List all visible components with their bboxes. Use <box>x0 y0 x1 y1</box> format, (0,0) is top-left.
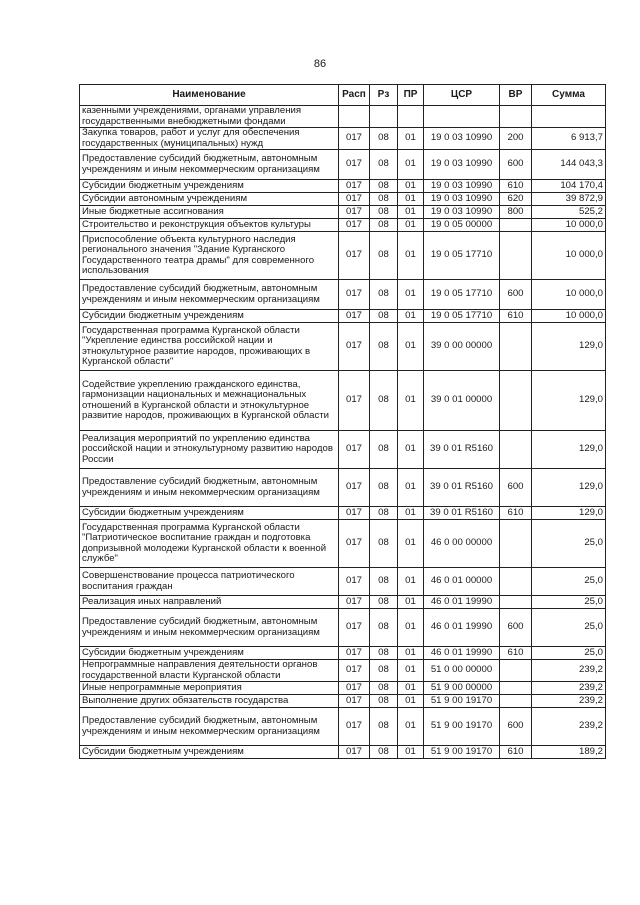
cell-csr: 46 0 01 19990 <box>424 647 500 660</box>
cell-vr <box>500 695 532 708</box>
cell-rasp: 017 <box>339 150 370 180</box>
cell-vr: 800 <box>500 206 532 219</box>
table-row <box>80 695 606 708</box>
cell-csr: 19 0 03 10990 <box>424 180 500 193</box>
cell-vr <box>500 219 532 232</box>
cell-rasp: 017 <box>339 708 370 746</box>
cell-rz: 08 <box>370 180 398 193</box>
cell-name: Предоставление субсидий бюджетным, автономным учреждениям и иным некоммерческим организациям <box>80 708 339 746</box>
cell-name: Субсидии бюджетным учреждениям <box>80 746 339 759</box>
cell-rz: 08 <box>370 596 398 609</box>
cell-csr: 19 0 05 17710 <box>424 280 500 310</box>
cell-pr: 01 <box>398 193 424 206</box>
cell-rasp: 017 <box>339 660 370 682</box>
cell-pr: 01 <box>398 128 424 150</box>
cell-csr: 39 0 01 R5160 <box>424 469 500 507</box>
table-row <box>80 128 606 150</box>
cell-vr: 610 <box>500 507 532 520</box>
cell-rasp: 017 <box>339 206 370 219</box>
cell-vr: 200 <box>500 128 532 150</box>
cell-pr: 01 <box>398 708 424 746</box>
cell-vr <box>500 106 532 128</box>
cell-vr: 610 <box>500 310 532 323</box>
cell-csr: 51 9 00 19170 <box>424 708 500 746</box>
cell-sum: 25,0 <box>532 647 606 660</box>
page-number: 86 <box>313 58 327 70</box>
cell-rasp: 017 <box>339 507 370 520</box>
cell-pr: 01 <box>398 469 424 507</box>
cell-pr: 01 <box>398 206 424 219</box>
cell-rasp: 017 <box>339 746 370 759</box>
cell-sum: 25,0 <box>532 520 606 568</box>
cell-vr: 610 <box>500 746 532 759</box>
table-body <box>80 106 606 759</box>
cell-rasp: 017 <box>339 469 370 507</box>
cell-sum: 10 000,0 <box>532 232 606 280</box>
header-vr: ВР <box>500 85 532 106</box>
cell-csr: 46 0 01 19990 <box>424 609 500 647</box>
table-row <box>80 647 606 660</box>
cell-rz: 08 <box>370 660 398 682</box>
header-pr: ПР <box>398 85 424 106</box>
cell-name: Предоставление субсидий бюджетным, автономным учреждениям и иным некоммерческим организациям <box>80 150 339 180</box>
cell-pr: 01 <box>398 371 424 431</box>
cell-pr: 01 <box>398 682 424 695</box>
cell-name: Предоставление субсидий бюджетным, автономным учреждениям и иным некоммерческим организациям <box>80 469 339 507</box>
table-row <box>80 180 606 193</box>
cell-pr: 01 <box>398 609 424 647</box>
cell-rz: 08 <box>370 695 398 708</box>
cell-vr <box>500 682 532 695</box>
cell-rz: 08 <box>370 280 398 310</box>
table-row <box>80 310 606 323</box>
cell-pr: 01 <box>398 431 424 469</box>
cell-rasp: 017 <box>339 219 370 232</box>
cell-rz: 08 <box>370 520 398 568</box>
cell-rz: 08 <box>370 431 398 469</box>
cell-rz: 08 <box>370 128 398 150</box>
table-row <box>80 193 606 206</box>
cell-pr: 01 <box>398 280 424 310</box>
cell-pr: 01 <box>398 647 424 660</box>
table-row <box>80 150 606 180</box>
cell-rasp: 017 <box>339 568 370 596</box>
header-name: Наименование <box>80 85 339 106</box>
cell-csr: 19 0 05 17710 <box>424 310 500 323</box>
table-row <box>80 323 606 371</box>
cell-rz: 08 <box>370 647 398 660</box>
cell-rasp: 017 <box>339 695 370 708</box>
cell-name: Предоставление субсидий бюджетным, автономным учреждениям и иным некоммерческим организациям <box>80 609 339 647</box>
cell-sum: 129,0 <box>532 469 606 507</box>
cell-rasp: 017 <box>339 596 370 609</box>
cell-rasp: 017 <box>339 682 370 695</box>
table-row <box>80 232 606 280</box>
cell-csr: 39 0 00 00000 <box>424 323 500 371</box>
header-rz: Рз <box>370 85 398 106</box>
cell-pr: 01 <box>398 150 424 180</box>
cell-name: Субсидии бюджетным учреждениям <box>80 310 339 323</box>
header-sum: Сумма <box>532 85 606 106</box>
cell-csr: 51 9 00 00000 <box>424 682 500 695</box>
cell-name: Иные непрограммные мероприятия <box>80 682 339 695</box>
cell-pr: 01 <box>398 520 424 568</box>
cell-csr: 51 9 00 19170 <box>424 746 500 759</box>
table-row <box>80 682 606 695</box>
cell-rz: 08 <box>370 682 398 695</box>
cell-sum: 129,0 <box>532 371 606 431</box>
table-row <box>80 371 606 431</box>
cell-csr: 46 0 01 19990 <box>424 596 500 609</box>
cell-sum: 129,0 <box>532 431 606 469</box>
table-row <box>80 206 606 219</box>
cell-pr: 01 <box>398 180 424 193</box>
cell-name: Иные бюджетные ассигнования <box>80 206 339 219</box>
cell-vr: 600 <box>500 708 532 746</box>
cell-name: Непрограммные направления деятельности органов государственной власти Курганской области <box>80 660 339 682</box>
cell-name: Приспособление объекта культурного наследия регионального значения "Здание Курганского Государственного театра драмы" для современного использования <box>80 232 339 280</box>
cell-rasp: 017 <box>339 323 370 371</box>
cell-csr: 46 0 00 00000 <box>424 520 500 568</box>
cell-csr: 19 0 05 00000 <box>424 219 500 232</box>
table-row <box>80 746 606 759</box>
cell-vr <box>500 323 532 371</box>
cell-csr: 19 0 03 10990 <box>424 193 500 206</box>
cell-name: Субсидии бюджетным учреждениям <box>80 507 339 520</box>
cell-rasp: 017 <box>339 520 370 568</box>
cell-sum: 239,2 <box>532 682 606 695</box>
cell-rasp: 017 <box>339 128 370 150</box>
cell-sum: 239,2 <box>532 708 606 746</box>
cell-name: Государственная программа Курганской области "Укрепление единства российской нации и этнокультурное развитие народов, проживающих в Курганской области" <box>80 323 339 371</box>
cell-vr: 610 <box>500 180 532 193</box>
cell-csr <box>424 106 500 128</box>
cell-sum: 10 000,0 <box>532 219 606 232</box>
cell-sum: 104 170,4 <box>532 180 606 193</box>
cell-vr <box>500 371 532 431</box>
cell-sum: 10 000,0 <box>532 280 606 310</box>
cell-rz: 08 <box>370 469 398 507</box>
cell-sum: 39 872,9 <box>532 193 606 206</box>
cell-rz: 08 <box>370 568 398 596</box>
cell-sum: 129,0 <box>532 323 606 371</box>
cell-pr: 01 <box>398 323 424 371</box>
cell-pr: 01 <box>398 695 424 708</box>
cell-csr: 51 9 00 19170 <box>424 695 500 708</box>
cell-vr: 600 <box>500 150 532 180</box>
cell-sum: 10 000,0 <box>532 310 606 323</box>
cell-sum: 25,0 <box>532 596 606 609</box>
table-row <box>80 280 606 310</box>
cell-csr: 19 0 03 10990 <box>424 150 500 180</box>
cell-csr: 39 0 01 R5160 <box>424 507 500 520</box>
table-row <box>80 520 606 568</box>
cell-name: Реализация мероприятий по укреплению единства российской нации и этнокультурному развитию народов России <box>80 431 339 469</box>
cell-name: Субсидии бюджетным учреждениям <box>80 647 339 660</box>
cell-rz: 08 <box>370 371 398 431</box>
cell-sum <box>532 106 606 128</box>
cell-name: казенными учреждениями, органами управления государственными внебюджетными фондами <box>80 106 339 128</box>
cell-pr: 01 <box>398 310 424 323</box>
cell-rasp: 017 <box>339 647 370 660</box>
cell-vr <box>500 431 532 469</box>
cell-vr: 610 <box>500 647 532 660</box>
cell-name: Предоставление субсидий бюджетным, автономным учреждениям и иным некоммерческим организациям <box>80 280 339 310</box>
cell-sum: 129,0 <box>532 507 606 520</box>
header-csr: ЦСР <box>424 85 500 106</box>
cell-rz: 08 <box>370 150 398 180</box>
cell-rasp: 017 <box>339 371 370 431</box>
cell-rz: 08 <box>370 206 398 219</box>
table-row <box>80 431 606 469</box>
cell-rasp <box>339 106 370 128</box>
cell-name: Реализация иных направлений <box>80 596 339 609</box>
cell-name: Строительство и реконструкция объектов культуры <box>80 219 339 232</box>
cell-rz <box>370 106 398 128</box>
table-row <box>80 660 606 682</box>
cell-name: Выполнение других обязательств государства <box>80 695 339 708</box>
table-row <box>80 507 606 520</box>
cell-csr: 46 0 01 00000 <box>424 568 500 596</box>
table-row <box>80 596 606 609</box>
cell-pr <box>398 106 424 128</box>
header-rasp: Расп <box>339 85 370 106</box>
cell-pr: 01 <box>398 232 424 280</box>
cell-pr: 01 <box>398 746 424 759</box>
cell-rasp: 017 <box>339 609 370 647</box>
cell-vr: 600 <box>500 469 532 507</box>
cell-rasp: 017 <box>339 180 370 193</box>
cell-csr: 39 0 01 00000 <box>424 371 500 431</box>
cell-rz: 08 <box>370 507 398 520</box>
table-row <box>80 609 606 647</box>
cell-pr: 01 <box>398 219 424 232</box>
cell-name: Совершенствование процесса патриотического воспитания граждан <box>80 568 339 596</box>
table-row <box>80 469 606 507</box>
table-row <box>80 219 606 232</box>
table-row <box>80 568 606 596</box>
cell-name: Субсидии бюджетным учреждениям <box>80 180 339 193</box>
cell-vr <box>500 660 532 682</box>
cell-rasp: 017 <box>339 232 370 280</box>
cell-vr <box>500 232 532 280</box>
cell-rz: 08 <box>370 193 398 206</box>
cell-sum: 25,0 <box>532 568 606 596</box>
cell-vr: 620 <box>500 193 532 206</box>
cell-rz: 08 <box>370 323 398 371</box>
cell-name: Содействие укреплению гражданского единства, гармонизации национальных и межнациональных отношений в Курганской области и этнокультурное развитие народов, проживающих в Курганской области <box>80 371 339 431</box>
table-row <box>80 708 606 746</box>
cell-rasp: 017 <box>339 431 370 469</box>
cell-name: Государственная программа Курганской области "Патриотическое воспитание граждан и подготовка допризывной молодежи Курганской области к военной службе" <box>80 520 339 568</box>
cell-rz: 08 <box>370 232 398 280</box>
cell-vr <box>500 520 532 568</box>
cell-csr: 51 0 00 00000 <box>424 660 500 682</box>
cell-rz: 08 <box>370 609 398 647</box>
cell-pr: 01 <box>398 596 424 609</box>
budget-table <box>79 84 606 759</box>
cell-rasp: 017 <box>339 310 370 323</box>
cell-sum: 25,0 <box>532 609 606 647</box>
table-header-row <box>80 85 606 106</box>
cell-pr: 01 <box>398 507 424 520</box>
cell-pr: 01 <box>398 568 424 596</box>
cell-csr: 19 0 05 17710 <box>424 232 500 280</box>
cell-csr: 19 0 03 10990 <box>424 128 500 150</box>
cell-sum: 239,2 <box>532 695 606 708</box>
cell-pr: 01 <box>398 660 424 682</box>
cell-name: Субсидии автономным учреждениям <box>80 193 339 206</box>
cell-sum: 6 913,7 <box>532 128 606 150</box>
cell-vr <box>500 568 532 596</box>
cell-rasp: 017 <box>339 280 370 310</box>
cell-sum: 144 043,3 <box>532 150 606 180</box>
cell-csr: 19 0 03 10990 <box>424 206 500 219</box>
cell-sum: 525,2 <box>532 206 606 219</box>
cell-vr <box>500 596 532 609</box>
cell-rz: 08 <box>370 746 398 759</box>
cell-rz: 08 <box>370 310 398 323</box>
cell-sum: 189,2 <box>532 746 606 759</box>
cell-sum: 239,2 <box>532 660 606 682</box>
cell-rasp: 017 <box>339 193 370 206</box>
cell-rz: 08 <box>370 219 398 232</box>
cell-vr: 600 <box>500 609 532 647</box>
table-row <box>80 106 606 128</box>
cell-rz: 08 <box>370 708 398 746</box>
cell-csr: 39 0 01 R5160 <box>424 431 500 469</box>
cell-vr: 600 <box>500 280 532 310</box>
cell-name: Закупка товаров, работ и услуг для обеспечения государственных (муниципальных) нужд <box>80 128 339 150</box>
